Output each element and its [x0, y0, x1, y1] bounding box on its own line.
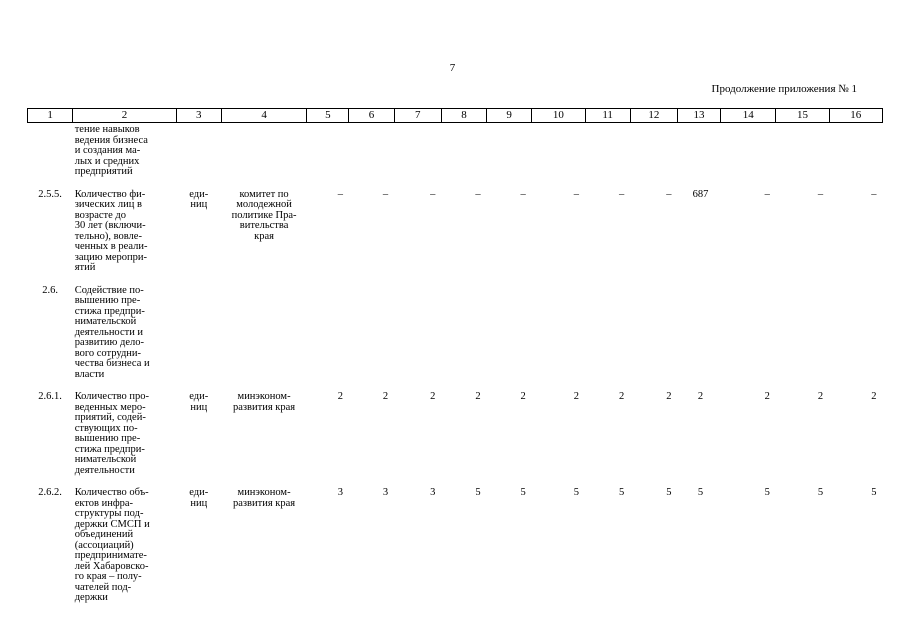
value-col-8: – — [475, 188, 481, 200]
indicator-name-line: Содействие по- — [74, 284, 144, 296]
column-header-1: 1 — [28, 109, 73, 123]
indicator-name-line: 30 лет (включи- — [74, 220, 146, 231]
indicator-name-line: вышению пре- — [74, 433, 141, 444]
unit-of-measure-line: ниц — [190, 199, 208, 210]
value-col-6 — [349, 286, 394, 381]
table-row — [28, 190, 883, 274]
value-col-11 — [585, 286, 630, 381]
column-header-7: 7 — [394, 109, 441, 123]
indicator-name-line: зацию меропри- — [74, 251, 148, 263]
indicator-name-line: ствующих по- — [74, 422, 138, 434]
indicator-name-line: ченных в реали- — [74, 241, 148, 252]
value-col-6: – — [382, 188, 389, 200]
value-col-6: 3 — [382, 487, 389, 498]
item-number: 2.6. — [42, 284, 58, 296]
row-spacer-cell — [28, 274, 883, 286]
value-col-8: 2 — [475, 391, 481, 402]
indicator-name — [73, 392, 176, 476]
value-col-5 — [307, 286, 349, 381]
indicator-name-line: Количество фи- — [74, 188, 146, 200]
responsible-executor-line: комитет по — [239, 188, 289, 200]
value-col-8 — [441, 286, 486, 381]
value-col-11: 2 — [618, 391, 625, 402]
indicator-name-line: лых и средних — [74, 155, 140, 167]
responsible-executor — [221, 123, 306, 178]
value-col-12 — [630, 286, 677, 381]
value-col-7: 2 — [430, 391, 436, 402]
value-col-10 — [532, 123, 585, 178]
value-col-16: 5 — [871, 487, 877, 498]
indicator-name-line: и создания ма- — [74, 145, 141, 156]
item-number: 2.5.5. — [38, 188, 62, 200]
unit-of-measure — [176, 123, 221, 178]
value-col-12: 2 — [666, 391, 672, 402]
indicator-name-line: лей Хабаровско- — [74, 560, 149, 572]
indicator-name-line: держки — [74, 592, 108, 603]
value-col-9 — [487, 286, 532, 381]
responsible-executor-line: молодежной — [236, 199, 292, 210]
responsible-executor-line: политике Пра- — [231, 209, 297, 221]
column-header-4: 4 — [221, 109, 306, 123]
table-body — [28, 123, 883, 604]
column-header-15: 15 — [776, 109, 829, 123]
column-header-9: 9 — [487, 109, 532, 123]
table-row — [28, 392, 883, 476]
responsible-executor — [221, 488, 306, 604]
row-spacer — [28, 274, 883, 286]
indicator-name-line: веденных меро- — [74, 401, 146, 413]
row-spacer-cell — [28, 178, 883, 190]
responsible-executor — [221, 190, 306, 274]
indicator-name-line: ектов инфра- — [74, 497, 134, 509]
value-col-12: 5 — [666, 487, 672, 498]
column-header-16: 16 — [829, 109, 882, 123]
indicator-name-line: нимательской — [74, 454, 137, 465]
value-col-6: 2 — [382, 391, 389, 402]
value-col-16 — [829, 123, 882, 178]
header-row — [28, 109, 883, 123]
responsible-executor-line: вительства — [239, 220, 289, 231]
value-col-5: 2 — [337, 391, 343, 402]
indicator-table — [27, 108, 883, 604]
item-number — [28, 123, 73, 178]
column-header-14: 14 — [721, 109, 776, 123]
row-spacer-cell — [28, 380, 883, 392]
unit-of-measure — [176, 190, 221, 274]
indicator-name-line: деятельности — [74, 464, 135, 476]
value-col-11 — [585, 123, 630, 178]
indicator-name-line: структуры под- — [74, 508, 144, 519]
unit-of-measure — [176, 286, 221, 381]
indicator-name-line: стижа предпри- — [74, 305, 145, 317]
responsible-executor — [221, 392, 306, 476]
column-header-2: 2 — [73, 109, 176, 123]
unit-of-measure-line: ниц — [190, 497, 208, 509]
value-col-7: – — [430, 188, 436, 200]
unit-of-measure — [176, 392, 221, 476]
row-spacer — [28, 380, 883, 392]
responsible-executor-line: минэконом- — [237, 487, 291, 498]
indicator-name — [73, 286, 176, 381]
value-col-11: – — [618, 188, 625, 200]
indicator-name — [73, 123, 176, 178]
indicator-name-line: ятий — [74, 262, 96, 273]
responsible-executor-line: минэконом- — [237, 391, 291, 402]
indicator-name-line: го края – полу- — [74, 571, 142, 582]
indicator-name-line: предприятий — [74, 166, 133, 177]
value-col-9: 2 — [520, 391, 526, 402]
value-col-15 — [776, 123, 829, 178]
indicator-name-line: деятельности и — [74, 326, 144, 338]
value-col-10: 2 — [573, 391, 580, 402]
value-col-10: – — [573, 188, 580, 200]
value-col-13: 5 — [697, 487, 704, 498]
indicator-name-line: развитию дело- — [74, 337, 145, 348]
unit-of-measure-line: ниц — [190, 401, 208, 413]
value-col-12: – — [666, 188, 672, 200]
page-number: 7 — [449, 62, 456, 74]
value-col-5 — [307, 123, 349, 178]
indicator-name-line: чества бизнеса и — [74, 358, 150, 369]
column-header-10: 10 — [532, 109, 585, 123]
column-header-11: 11 — [585, 109, 630, 123]
value-col-5: – — [337, 188, 343, 200]
value-col-13 — [677, 286, 720, 381]
continuation-label: Продолжение приложения № 1 — [711, 83, 857, 95]
value-col-11: 5 — [618, 487, 625, 498]
item-number: 2.6.1. — [38, 391, 62, 402]
column-header-6: 6 — [349, 109, 394, 123]
indicator-name-line: держки СМСП и — [74, 518, 150, 530]
value-col-13: 687 — [692, 188, 709, 200]
responsible-executor-line: развития края — [233, 497, 296, 509]
responsible-executor — [221, 286, 306, 381]
value-col-8: 5 — [475, 487, 481, 498]
value-col-9 — [487, 123, 532, 178]
indicator-name-line: зических лиц в — [74, 199, 142, 210]
unit-of-measure-line: еди- — [189, 188, 209, 200]
value-col-15 — [776, 286, 829, 381]
row-spacer-cell — [28, 476, 883, 488]
value-col-15: 5 — [817, 487, 824, 498]
responsible-executor-line: края — [254, 230, 274, 242]
indicator-name-line: ведения бизнеса — [74, 134, 148, 146]
indicator-name-line: стижа предпри- — [74, 443, 145, 455]
indicator-name-line: чателей под- — [74, 581, 132, 593]
table-row — [28, 123, 883, 178]
value-col-14: 5 — [764, 487, 770, 498]
row-spacer — [28, 476, 883, 488]
value-col-10: 5 — [573, 487, 580, 498]
value-col-14: 2 — [764, 391, 770, 402]
value-col-7 — [394, 123, 441, 178]
value-col-8 — [441, 123, 486, 178]
row-spacer — [28, 178, 883, 190]
column-header-8: 8 — [441, 109, 486, 123]
value-col-12 — [630, 123, 677, 178]
unit-of-measure-line: еди- — [189, 487, 209, 498]
unit-of-measure-line: еди- — [189, 391, 209, 402]
indicator-name-line: возрасте до — [74, 209, 127, 221]
item-number: 2.6.2. — [38, 487, 62, 498]
value-col-15: 2 — [817, 391, 824, 402]
indicator-name-line: предпринимате- — [74, 550, 147, 561]
column-header-5: 5 — [307, 109, 349, 123]
indicator-name-line: нимательской — [74, 316, 137, 327]
value-col-13 — [677, 123, 720, 178]
value-col-15: – — [817, 188, 824, 200]
value-col-7: 3 — [430, 487, 436, 498]
column-header-12: 12 — [630, 109, 677, 123]
indicator-name-line: (ассоциаций) — [74, 539, 134, 551]
unit-of-measure — [176, 488, 221, 604]
value-col-9: 5 — [520, 487, 526, 498]
value-col-16 — [829, 286, 882, 381]
indicator-name-line: объединений — [74, 529, 134, 540]
indicator-name-line: вышению пре- — [74, 295, 141, 306]
value-col-6 — [349, 123, 394, 178]
value-col-7 — [394, 286, 441, 381]
value-col-14 — [721, 286, 776, 381]
value-col-14 — [721, 123, 776, 178]
indicator-name — [73, 190, 176, 274]
value-col-9: – — [520, 188, 526, 200]
indicator-name — [73, 488, 176, 604]
table-row — [28, 286, 883, 381]
column-header-13: 13 — [677, 109, 720, 123]
responsible-executor-line: развития края — [233, 401, 296, 413]
value-col-16: 2 — [871, 391, 877, 402]
indicator-name-line: приятий, содей- — [74, 412, 146, 423]
column-header-3: 3 — [176, 109, 221, 123]
value-col-13: 2 — [697, 391, 704, 402]
indicator-name-line: тение навыков — [74, 124, 140, 135]
table-row — [28, 488, 883, 604]
value-col-16: – — [871, 188, 877, 200]
indicator-name-line: Количество про- — [74, 391, 149, 402]
indicator-name-line: тельно), вовле- — [74, 230, 142, 242]
value-col-10 — [532, 286, 585, 381]
value-col-5: 3 — [337, 487, 343, 498]
value-col-14: – — [764, 188, 770, 200]
indicator-name-line: Количество объ- — [74, 487, 149, 498]
indicator-name-line: власти — [74, 368, 105, 380]
indicator-name-line: вого сотрудни- — [74, 347, 142, 359]
